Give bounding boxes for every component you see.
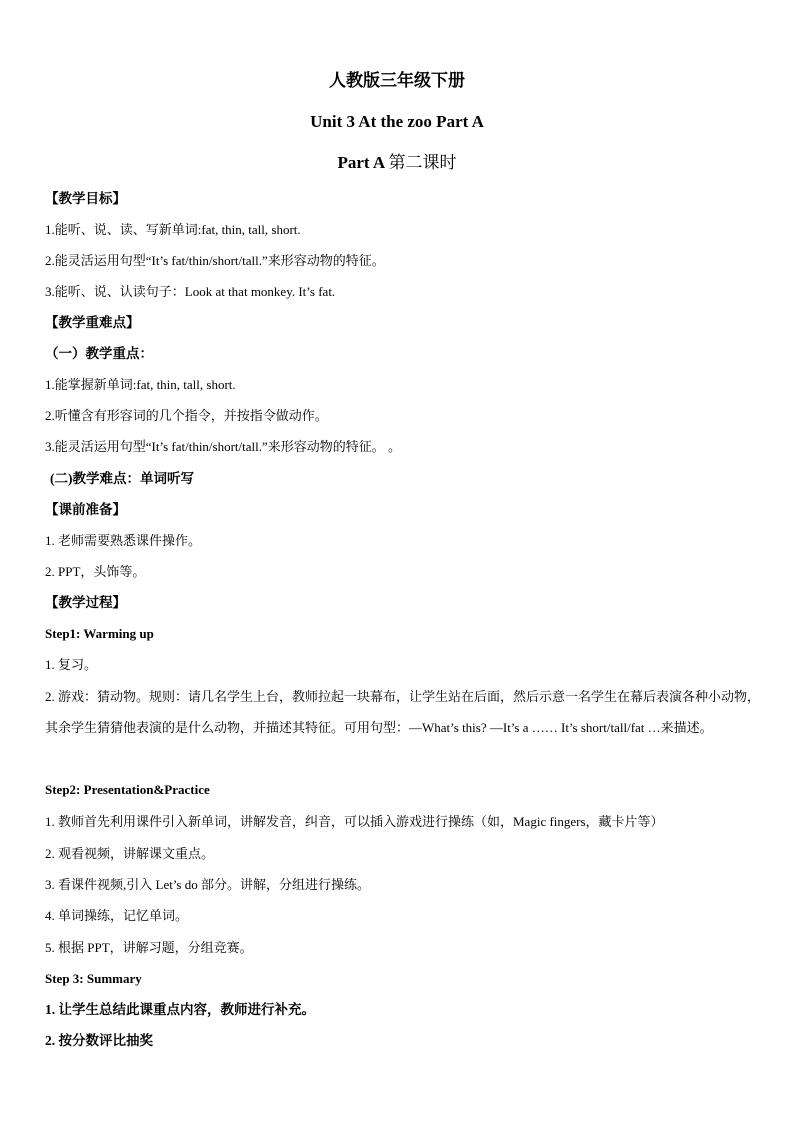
objective-item: 2.能灵活运用句型“It’s fat/thin/short/tall.”来形容动物的特征。	[45, 253, 385, 268]
key-points-heading: 【教学重难点】	[45, 315, 140, 330]
key-point-item: 2.听懂含有形容词的几个指令，并按指令做动作。	[45, 408, 328, 423]
step3-item: 2. 按分数评比抽奖	[45, 1033, 153, 1048]
document-title: 人教版三年级下册	[329, 71, 465, 90]
lesson-title	[0, 152, 794, 174]
step2-item: 1. 教师首先利用课件引入新单词，讲解发音，纠音，可以插入游戏进行操练（如，Magic fingers，藏卡片等）	[45, 814, 664, 829]
step1-item: 2. 游戏：猜动物。规则：请几名学生上台，教师拉起一块幕布，让学生站在后面，然后示意一名学生在幕后表演各种小动物，其余学生猜猜他表演的是什么动物，并描述其特征。可用句型：—What’s this? —It’s a …… It’s short/tall/fat …来描述。	[45, 689, 761, 735]
step2-item: 2. 观看视频，讲解课文重点。	[45, 846, 215, 861]
lesson-session: 第二课时	[388, 153, 457, 172]
key-points-subheading: （一）教学重点：	[45, 346, 153, 361]
process-heading: 【教学过程】	[45, 595, 126, 610]
step2-item: 4. 单词操练，记忆单词。	[45, 908, 189, 923]
objectives-heading: 【教学目标】	[45, 191, 126, 206]
preparation-item: 2. PPT，头饰等。	[45, 564, 146, 579]
unit-title: Unit 3 At the zoo Part A	[310, 112, 484, 131]
key-point-item: 1.能掌握新单词:fat, thin, tall, short.	[45, 377, 236, 392]
step2-item: 5. 根据 PPT，讲解习题，分组竞赛。	[45, 940, 253, 955]
step3-title: Step 3: Summary	[45, 971, 142, 986]
key-point-item: 3.能灵活运用句型“It’s fat/thin/short/tall.”来形容动物的特征。 。	[45, 439, 402, 454]
step2-item: 3. 看课件视频,引入 Let’s do 部分。讲解，分组进行操练。	[45, 877, 370, 892]
step2-title: Step2: Presentation&Practice	[45, 782, 210, 797]
preparation-item: 1. 老师需要熟悉课件操作。	[45, 533, 202, 548]
objective-item: 3.能听、说、认读句子：Look at that monkey. It’s fat.	[45, 284, 336, 299]
step3-item: 1. 让学生总结此课重点内容，教师进行补充。	[45, 1002, 315, 1017]
objective-item: 1.能听、说、读、写新单词:fat, thin, tall, short.	[45, 222, 301, 237]
preparation-heading: 【课前准备】	[45, 502, 126, 517]
difficulty-subheading: (二)教学难点：单词听写	[50, 471, 194, 486]
step1-item: 1. 复习。	[45, 657, 98, 672]
lesson-part: Part A	[337, 153, 385, 172]
step1-title: Step1: Warming up	[45, 626, 154, 641]
